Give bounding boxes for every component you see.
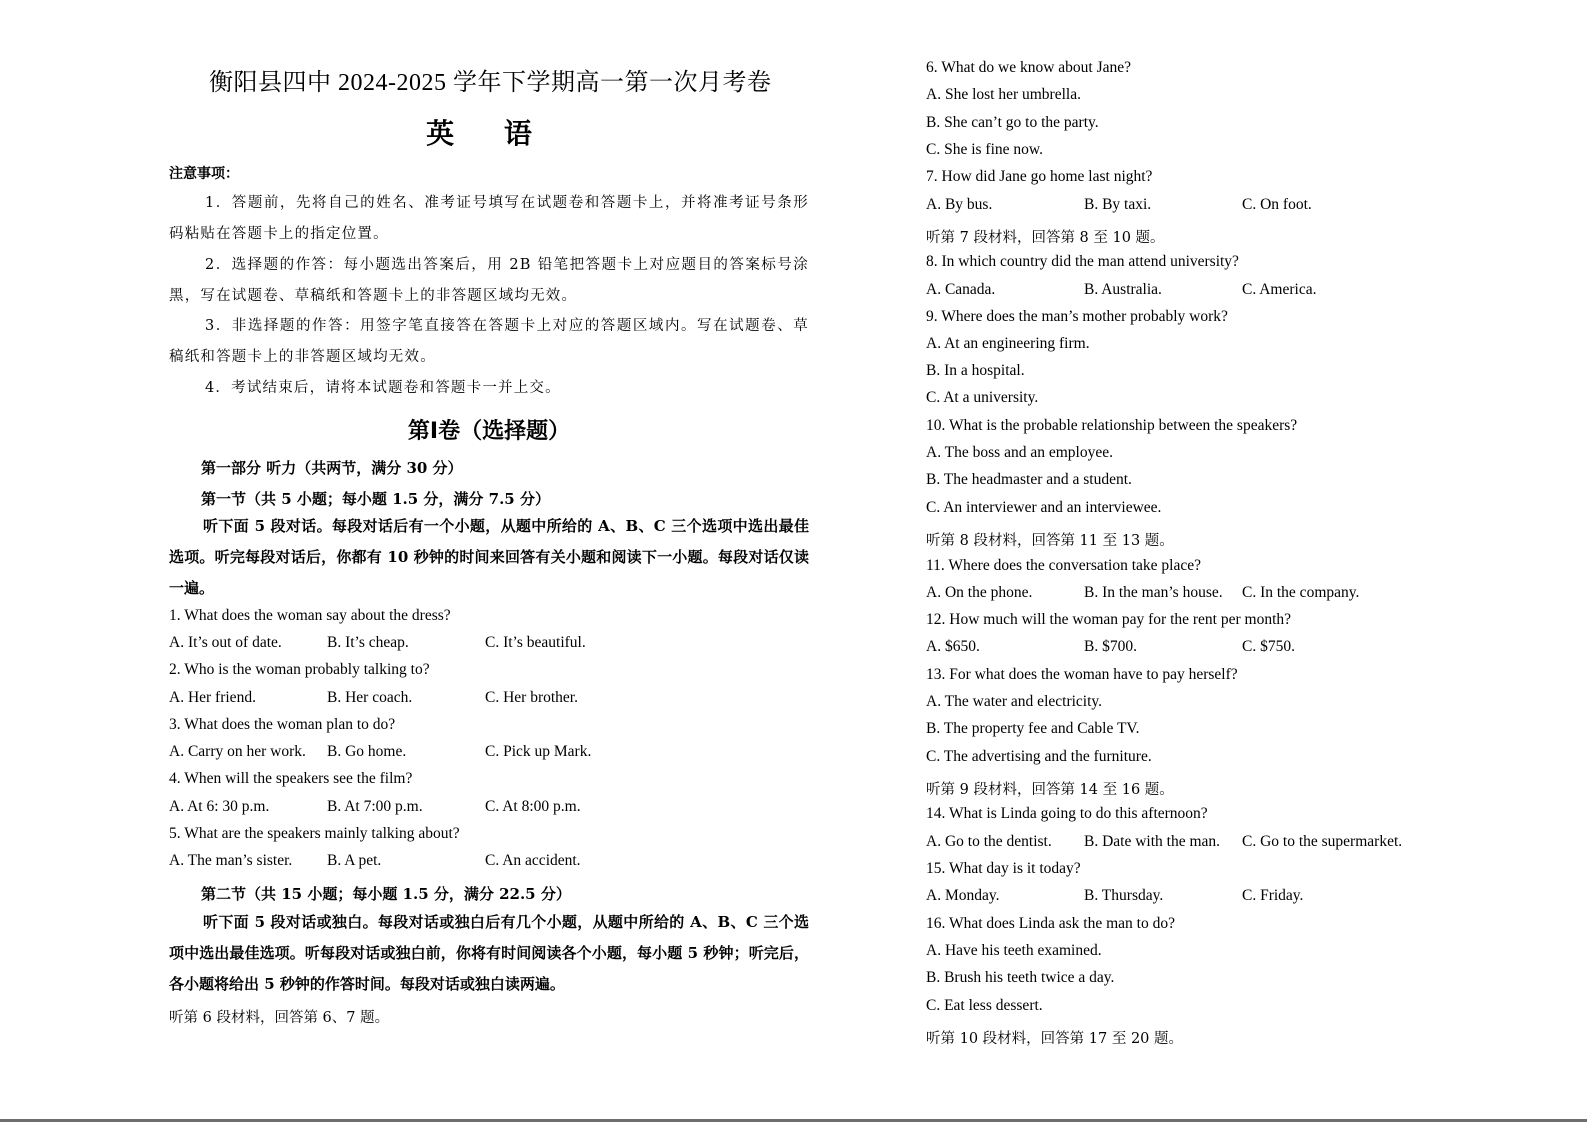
q3-option-a: A. Carry on her work. bbox=[169, 743, 306, 760]
q12-option-a: A. $650. bbox=[926, 638, 980, 655]
question-3: 3. What does the woman plan to do? bbox=[169, 716, 396, 733]
volume-title: 第Ⅰ卷（选择题） bbox=[407, 419, 571, 444]
question-6: 6. What do we know about Jane? bbox=[926, 59, 1132, 76]
notice-item-2: 2．选择题的作答：每小题选出答案后，用 2B 铅笔把答题卡上对应题目的答案标号涂黑，写在试题卷、草稿纸和答题卡上的非答题区域均无效。 bbox=[169, 257, 809, 304]
question-1: 1. What does the woman say about the dress? bbox=[169, 607, 451, 624]
q10-option-c: C. An interviewer and an interviewee. bbox=[926, 499, 1162, 516]
notice-item-3: 3．非选择题的作答：用签字笔直接答在答题卡上对应的答题区域内。写在试题卷、草稿纸和答题卡上的非答题区域均无效。 bbox=[169, 318, 809, 365]
notice-item-4: 4．考试结束后，请将本试题卷和答题卡一并上交。 bbox=[205, 380, 561, 396]
q1-option-b: B. It’s cheap. bbox=[327, 634, 409, 651]
question-9: 9. Where does the man’s mother probably work? bbox=[926, 308, 1228, 325]
q6-option-a: A. She lost her umbrella. bbox=[926, 86, 1081, 103]
q14-option-a: A. Go to the dentist. bbox=[926, 833, 1052, 850]
question-10: 10. What is the probable relationship between the speakers? bbox=[926, 417, 1298, 434]
q8-option-c: C. America. bbox=[1242, 281, 1317, 298]
q13-option-b: B. The property fee and Cable TV. bbox=[926, 720, 1140, 737]
q14-option-b: B. Date with the man. bbox=[1084, 833, 1221, 850]
q13-option-c: C. The advertising and the furniture. bbox=[926, 748, 1152, 765]
material-9-note: 听第 9 段材料，回答第 14 至 16 题。 bbox=[926, 782, 1174, 798]
q5-option-a: A. The man’s sister. bbox=[169, 852, 293, 869]
q2-option-a: A. Her friend. bbox=[169, 689, 256, 706]
q6-option-b: B. She can’t go to the party. bbox=[926, 114, 1099, 131]
q6-option-c: C. She is fine now. bbox=[926, 141, 1043, 158]
q9-option-c: C. At a university. bbox=[926, 389, 1039, 406]
q7-option-a: A. By bus. bbox=[926, 196, 993, 213]
q5-option-b: B. A pet. bbox=[327, 852, 382, 869]
q12-option-c: C. $750. bbox=[1242, 638, 1295, 655]
section2-title: 第二节（共 15 小题；每小题 1.5 分，满分 22.5 分） bbox=[201, 885, 571, 903]
q13-option-a: A. The water and electricity. bbox=[926, 693, 1103, 710]
q10-option-a: A. The boss and an employee. bbox=[926, 444, 1113, 461]
question-11: 11. Where does the conversation take place? bbox=[926, 557, 1202, 574]
material-7-note: 听第 7 段材料，回答第 8 至 10 题。 bbox=[926, 230, 1165, 246]
q9-option-a: A. At an engineering firm. bbox=[926, 335, 1090, 352]
q1-option-a: A. It’s out of date. bbox=[169, 634, 282, 651]
notice-item-1: 1．答题前，先将自己的姓名、准考证号填写在试题卷和答题卡上，并将准考证号条形码粘贴在答题卡上的指定位置。 bbox=[169, 195, 809, 242]
q16-option-a: A. Have his teeth examined. bbox=[926, 942, 1102, 959]
q4-option-a: A. At 6: 30 p.m. bbox=[169, 798, 270, 815]
q2-option-c: C. Her brother. bbox=[485, 689, 578, 706]
q12-option-b: B. $700. bbox=[1084, 638, 1137, 655]
question-4: 4. When will the speakers see the film? bbox=[169, 770, 413, 787]
q7-option-b: B. By taxi. bbox=[1084, 196, 1152, 213]
question-5: 5. What are the speakers mainly talking about? bbox=[169, 825, 460, 842]
exam-title: 衡阳县四中 2024-2025 学年下学期高一第一次月考卷 bbox=[209, 70, 772, 96]
q15-option-c: C. Friday. bbox=[1242, 887, 1304, 904]
q3-option-b: B. Go home. bbox=[327, 743, 407, 760]
section1-instructions: 听下面 5 段对话。每段对话后有一个小题，从题中所给的 A、B、C 三个选项中选出最佳选项。听完每段对话后，你都有 10 秒钟的时间来回答有关小题和阅读下一小题。每段对话仅读一遍。 bbox=[169, 517, 809, 597]
notice-heading: 注意事项： bbox=[169, 166, 239, 182]
question-15: 15. What day is it today? bbox=[926, 860, 1081, 877]
q11-option-b: B. In the man’s house. bbox=[1084, 584, 1223, 601]
material-10-note: 听第 10 段材料，回答第 17 至 20 题。 bbox=[926, 1031, 1184, 1047]
q16-option-b: B. Brush his teeth twice a day. bbox=[926, 969, 1115, 986]
question-16: 16. What does Linda ask the man to do? bbox=[926, 915, 1175, 932]
question-13: 13. For what does the woman have to pay herself? bbox=[926, 666, 1238, 683]
q11-option-a: A. On the phone. bbox=[926, 584, 1033, 601]
q5-option-c: C. An accident. bbox=[485, 852, 581, 869]
q1-option-c: C. It’s beautiful. bbox=[485, 634, 586, 651]
material-8-note: 听第 8 段材料，回答第 11 至 13 题。 bbox=[926, 533, 1174, 549]
material-6-note: 听第 6 段材料，回答第 6、7 题。 bbox=[169, 1010, 390, 1026]
q3-option-c: C. Pick up Mark. bbox=[485, 743, 592, 760]
q14-option-c: C. Go to the supermarket. bbox=[1242, 833, 1403, 850]
question-2: 2. Who is the woman probably talking to? bbox=[169, 661, 430, 678]
q2-option-b: B. Her coach. bbox=[327, 689, 413, 706]
question-8: 8. In which country did the man attend university? bbox=[926, 253, 1239, 270]
q8-option-b: B. Australia. bbox=[1084, 281, 1162, 298]
section1-title: 第一节（共 5 小题；每小题 1.5 分，满分 7.5 分） bbox=[201, 490, 550, 508]
q4-option-c: C. At 8:00 p.m. bbox=[485, 798, 581, 815]
q8-option-a: A. Canada. bbox=[926, 281, 996, 298]
q16-option-c: C. Eat less dessert. bbox=[926, 997, 1043, 1014]
question-7: 7. How did Jane go home last night? bbox=[926, 168, 1153, 185]
question-14: 14. What is Linda going to do this afternoon? bbox=[926, 805, 1208, 822]
q15-option-b: B. Thursday. bbox=[1084, 887, 1164, 904]
q9-option-b: B. In a hospital. bbox=[926, 362, 1025, 379]
part1-title: 第一部分 听力（共两节，满分 30 分） bbox=[201, 459, 463, 477]
question-12: 12. How much will the woman pay for the rent per month? bbox=[926, 611, 1292, 628]
subject-title: 英 语 bbox=[426, 117, 552, 150]
q10-option-b: B. The headmaster and a student. bbox=[926, 471, 1132, 488]
q4-option-b: B. At 7:00 p.m. bbox=[327, 798, 423, 815]
q15-option-a: A. Monday. bbox=[926, 887, 1000, 904]
section2-instructions: 听下面 5 段对话或独白。每段对话或独白后有几个小题，从题中所给的 A、B、C 三个选项中选出最佳选项。听每段对话或独白前，你将有时间阅读各个小题，每小题 5 秒钟；听完后，各小题将给出 5 秒钟的作答时间。每段对话或独白读两遍。 bbox=[169, 913, 809, 993]
q11-option-c: C. In the company. bbox=[1242, 584, 1360, 601]
q7-option-c: C. On foot. bbox=[1242, 196, 1312, 213]
